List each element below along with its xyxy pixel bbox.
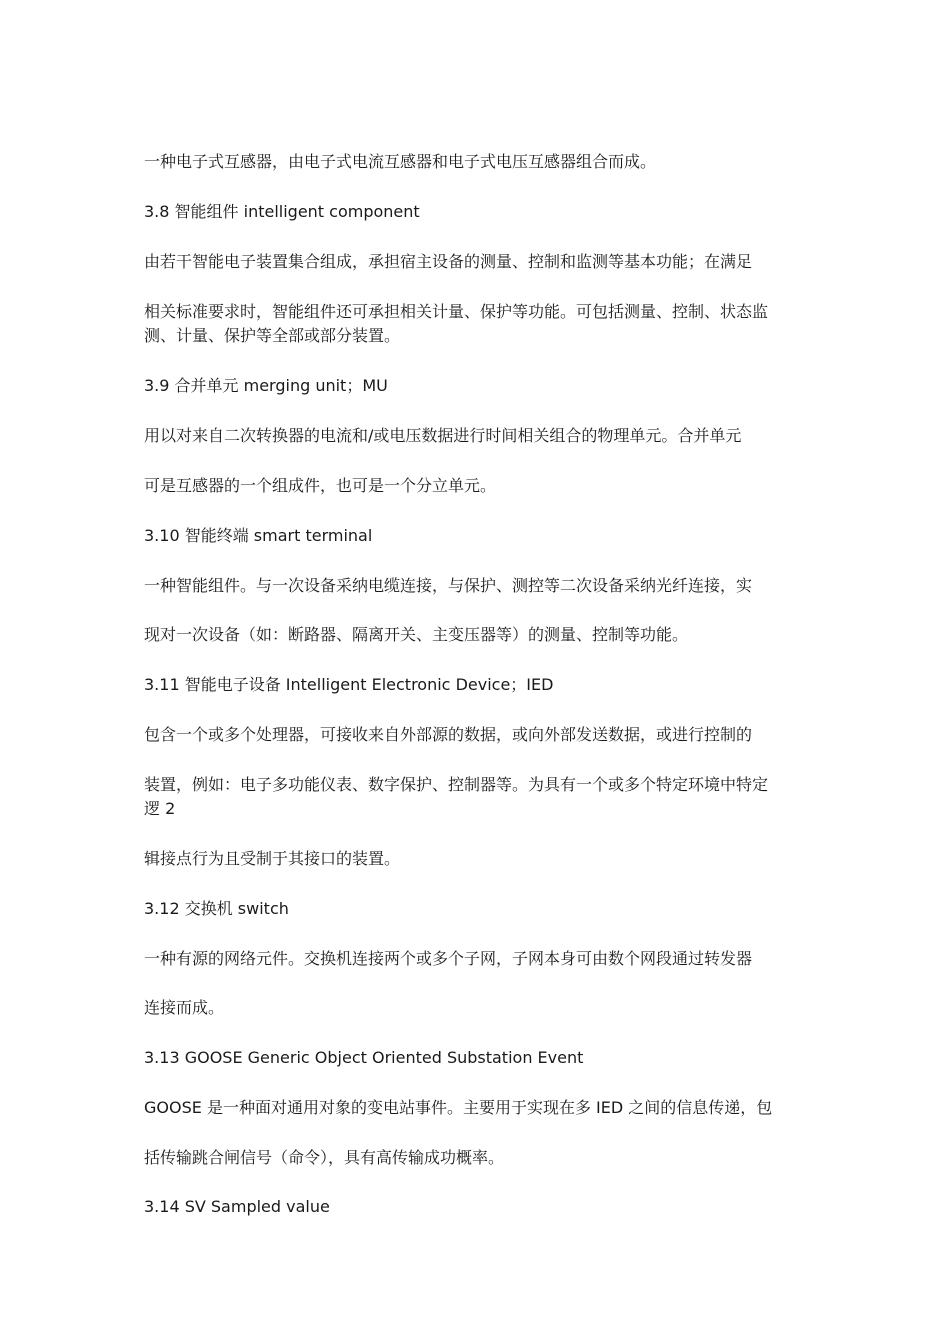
paragraph-line: 连接而成。	[144, 998, 225, 1017]
paragraph-line: 现对一次设备（如：断路器、隔离开关、主变压器等）的测量、控制等功能。	[144, 625, 689, 644]
section-heading-3-8: 3.8 智能组件 intelligent component	[144, 202, 420, 221]
section-heading-3-10: 3.10 智能终端 smart terminal	[144, 526, 373, 545]
paragraph-line: 相关标准要求时，智能组件还可承担相关计量、保护等功能。可包括测量、控制、状态监	[144, 302, 769, 321]
section-heading-3-11: 3.11 智能电子设备 Intelligent Electronic Device；IED	[144, 675, 554, 694]
paragraph-line: 逻 2	[144, 799, 176, 818]
paragraph-line: 辑接点行为且受制于其接口的装置。	[144, 849, 401, 868]
paragraph-line: 用以对来自二次转换器的电流和/或电压数据进行时间相关组合的物理单元。合并单元	[144, 426, 742, 445]
paragraph-line: 包含一个或多个处理器，可接收来自外部源的数据，或向外部发送数据，或进行控制的	[144, 725, 753, 744]
paragraph-line: 一种电子式互感器，由电子式电流互感器和电子式电压互感器组合而成。	[144, 152, 657, 171]
section-heading-3-14: 3.14 SV Sampled value	[144, 1197, 330, 1216]
section-heading-3-12: 3.12 交换机 switch	[144, 899, 289, 918]
paragraph-line: 装置，例如：电子多功能仪表、数字保护、控制器等。为具有一个或多个特定环境中特定	[144, 775, 769, 794]
paragraph-line: GOOSE 是一种面对通用对象的变电站事件。主要用于实现在多 IED 之间的信息传递，包	[144, 1098, 773, 1117]
section-heading-3-13: 3.13 GOOSE Generic Object Oriented Substation Event	[144, 1048, 584, 1067]
paragraph-line: 一种有源的网络元件。交换机连接两个或多个子网，子网本身可由数个网段通过转发器	[144, 949, 753, 968]
paragraph-line: 测、计量、保护等全部或部分装置。	[144, 326, 401, 345]
paragraph-line: 可是互感器的一个组成件，也可是一个分立单元。	[144, 476, 497, 495]
paragraph-line: 括传输跳合闸信号（命令），具有高传输成功概率。	[144, 1148, 505, 1167]
paragraph-line: 一种智能组件。与一次设备采纳电缆连接，与保护、测控等二次设备采纳光纤连接，实	[144, 576, 753, 595]
paragraph-line: 由若干智能电子装置集合组成，承担宿主设备的测量、控制和监测等基本功能；在满足	[144, 252, 753, 271]
section-heading-3-9: 3.9 合并单元 merging unit；MU	[144, 376, 388, 395]
